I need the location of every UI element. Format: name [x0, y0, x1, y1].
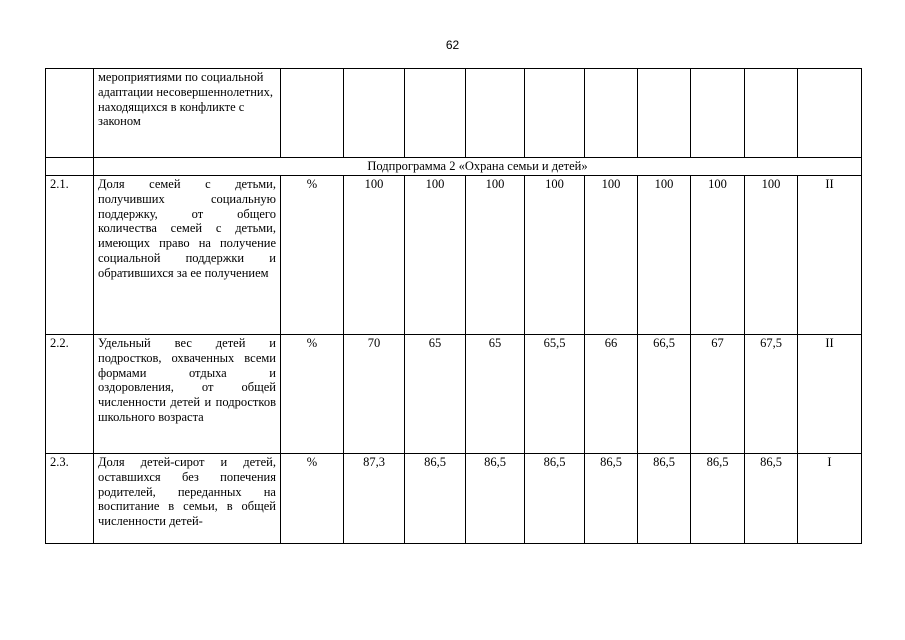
category-cell: II — [798, 335, 862, 454]
value-cell: 100 — [344, 176, 405, 335]
subprogram-header-row — [46, 158, 862, 176]
table-row-continued — [46, 69, 862, 158]
table-row — [46, 335, 862, 454]
value-cell: 86,5 — [638, 454, 691, 544]
value-cell: 100 — [691, 176, 745, 335]
value-cell: 100 — [585, 176, 638, 335]
value-cell: 67,5 — [745, 335, 798, 454]
table-row — [46, 454, 862, 544]
value-cell: 66,5 — [638, 335, 691, 454]
category-cell: I — [798, 454, 862, 544]
value-cell: 86,5 — [585, 454, 638, 544]
subprogram-title: Подпрограмма 2 «Охрана семьи и детей» — [94, 158, 862, 176]
category-cell: II — [798, 176, 862, 335]
value-cell: 100 — [405, 176, 466, 335]
value-cell: 65 — [405, 335, 466, 454]
value-cell: 86,5 — [745, 454, 798, 544]
indicators-table — [45, 68, 862, 544]
indicator-name: Доля детей-сирот и детей, оставшихся без попечения родителей, переданных на воспитание в семьи, в общей численности детей- — [94, 454, 281, 544]
page-number: 62 — [445, 38, 460, 52]
value-cell: 100 — [466, 176, 525, 335]
value-cell: 86,5 — [525, 454, 585, 544]
value-cell: 86,5 — [691, 454, 745, 544]
value-cell: 66 — [585, 335, 638, 454]
value-cell: 86,5 — [466, 454, 525, 544]
cell-num — [46, 69, 94, 158]
value-cell: 100 — [745, 176, 798, 335]
value-cell: 70 — [344, 335, 405, 454]
value-cell: 65,5 — [525, 335, 585, 454]
indicator-name: Удельный вес детей и подростков, охваченных всеми формами отдыха и оздоровления, от общей численности детей и подростков школьного возраста — [94, 335, 281, 454]
value-cell: 100 — [638, 176, 691, 335]
indicator-name: Доля семей с детьми, получивших социальную поддержку, от общего количества семей с детьми, имеющих право на получение социальной поддержки и обратившихся за ее получением — [94, 176, 281, 335]
value-cell: 86,5 — [405, 454, 466, 544]
value-cell: 100 — [525, 176, 585, 335]
unit-cell: % — [281, 454, 344, 544]
unit-cell: % — [281, 176, 344, 335]
indicator-name-cell: мероприятиями по социальной адаптации несовершеннолетних, находящихся в конфликте с законом — [94, 69, 281, 158]
value-cell: 67 — [691, 335, 745, 454]
value-cell: 65 — [466, 335, 525, 454]
unit-cell: % — [281, 335, 344, 454]
value-cell: 87,3 — [344, 454, 405, 544]
indicator-number: 2.3. — [46, 454, 94, 544]
indicator-number: 2.1. — [46, 176, 94, 335]
indicator-number: 2.2. — [46, 335, 94, 454]
table-row — [46, 176, 862, 335]
